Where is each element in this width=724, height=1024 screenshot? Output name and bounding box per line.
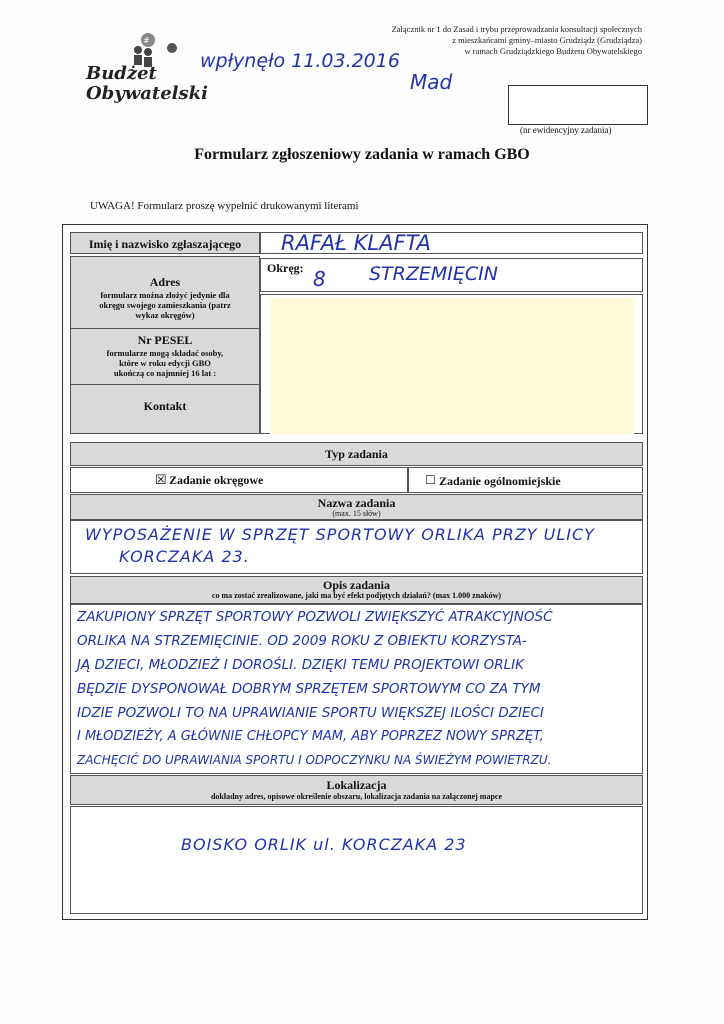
pesel-divider (71, 384, 259, 385)
address-divider (71, 328, 259, 329)
task-name-field[interactable] (70, 520, 643, 574)
applicant-name-field[interactable] (260, 232, 643, 254)
applicant-details-label-column (70, 256, 260, 434)
location-header: Lokalizacja (326, 778, 387, 792)
svg-text:#: # (143, 36, 150, 45)
city-task-checkbox[interactable]: ☐ (425, 473, 436, 487)
description-line-5: IDZIE POZWOLI TO NA UPRAWIANIE SPORTU WIĘKSZEJ ILOŚCI DZIECI (77, 705, 544, 721)
logo (84, 30, 208, 110)
pesel-note: formularze mogą składać osoby, które w roku edycji GBO ukończą co najmniej 16 lat : (106, 348, 224, 378)
fill-notice (90, 200, 359, 212)
registry-number-box[interactable] (508, 85, 648, 125)
description-line-2: ORLIKA NA STRZEMIĘCINIE. OD 2009 ROKU Z OBIEKTU KORZYSTA- (77, 633, 527, 649)
redacted-personal-data (270, 298, 634, 434)
description-line-4: BĘDZIE DYSPONOWAŁ DOBRYM SPRZĘTEM SPORTOWYM CO ZA TYM (77, 681, 541, 697)
location-header-cell (70, 775, 643, 805)
task-type-header: Typ zadania (325, 447, 388, 461)
form-title: Formularz zgłoszeniowy zadania w ramach GBO (194, 146, 530, 163)
attachment-note-line2: z mieszkańcami gminy–miasto Grudziądz (Grudziądza) (452, 35, 642, 45)
district-number: 8 (313, 267, 326, 291)
district-task-label: Zadanie okręgowe (169, 473, 264, 487)
received-signature-handwritten: Mad (410, 70, 453, 94)
attachment-note (330, 24, 642, 57)
district-label: Okręg: (267, 261, 304, 275)
task-type-header-cell (70, 442, 643, 466)
address-note: formularz można złożyć jedynie dla okręgu swojego zamieszkania (patrz wykaz okręgów) (99, 290, 231, 320)
description-header-cell (70, 576, 643, 604)
applicant-name-value: RAFAŁ KLAFTA (281, 231, 431, 255)
task-name-line1: WYPOSAŻENIE W SPRZĘT SPORTOWY ORLIKA PRZY ULICY (85, 525, 595, 544)
applicant-name-label-cell (70, 232, 260, 254)
location-field[interactable] (70, 806, 643, 914)
notice-text: Formularz proszę wypełnić drukowanymi literami (137, 200, 359, 212)
notice-prefix: UWAGA! (90, 200, 135, 212)
task-name-sub: (max. 15 słów) (332, 509, 381, 518)
received-date-handwritten: wpłynęło 11.03.2016 (200, 50, 400, 72)
attachment-note-line3: w ramach Grudziądzkiego Budżetu Obywatelskiego (464, 46, 642, 56)
description-header: Opis zadania (322, 578, 391, 592)
district-task-checkbox[interactable]: ☒ (155, 472, 167, 487)
district-field[interactable] (260, 258, 643, 292)
contact-label: Kontakt (143, 399, 187, 413)
registry-number-label: (nr ewidencyjny zadania) (520, 125, 612, 135)
description-sub: co ma zostać zrealizowane, jaki ma być efekt podjętych działań? (max 1.000 znaków) (211, 591, 502, 600)
description-line-6: I MŁODZIEŻY, A GŁÓWNIE CHŁOPCY MAM, ABY POPRZEZ NOWY SPRZĘT, (77, 729, 544, 744)
description-line-3: JĄ DZIECI, MŁODZIEŻ I DOROŚLI. DZIĘKI TEMU PROJEKTOWI ORLIK (77, 657, 524, 673)
task-type-district-cell[interactable] (70, 467, 408, 493)
district-name: STRZEMIĘCIN (369, 263, 498, 285)
location-sub: dokładny adres, opisowe określenie obszaru, lokalizacja zadania na załączonej mapce (210, 792, 503, 801)
pesel-label: Nr PESEL (137, 333, 193, 347)
task-name-line2: KORCZAKA 23. (119, 547, 250, 566)
task-name-header: Nazwa zadania (317, 496, 396, 510)
attachment-note-line1: Załącznik nr 1 do Zasad i trybu przeprowadzania konsultacji społecznych (391, 24, 642, 34)
applicant-name-label: Imię i nazwisko zgłaszającego (88, 237, 242, 251)
description-line-1: ZAKUPIONY SPRZĘT SPORTOWY POZWOLI ZWIĘKSZYĆ ATRAKCYJNOŚĆ (77, 609, 553, 625)
task-name-header-cell (70, 494, 643, 520)
description-line-7: ZACHĘCIĆ DO UPRAWIANIA SPORTU I ODPOCZYNKU NA ŚWIEŻYM POWIETRZU. (77, 753, 552, 767)
location-value: BOISKO ORLIK ul. KORCZAKA 23 (181, 835, 467, 854)
task-type-city-cell[interactable] (408, 467, 643, 493)
city-task-label: Zadanie ogólnomiejskie (439, 474, 561, 488)
logo-text-line1: Budżet (86, 63, 157, 84)
logo-text-line2: Obywatelski (86, 83, 208, 104)
description-field[interactable] (70, 604, 643, 774)
address-label: Adres (149, 275, 181, 289)
